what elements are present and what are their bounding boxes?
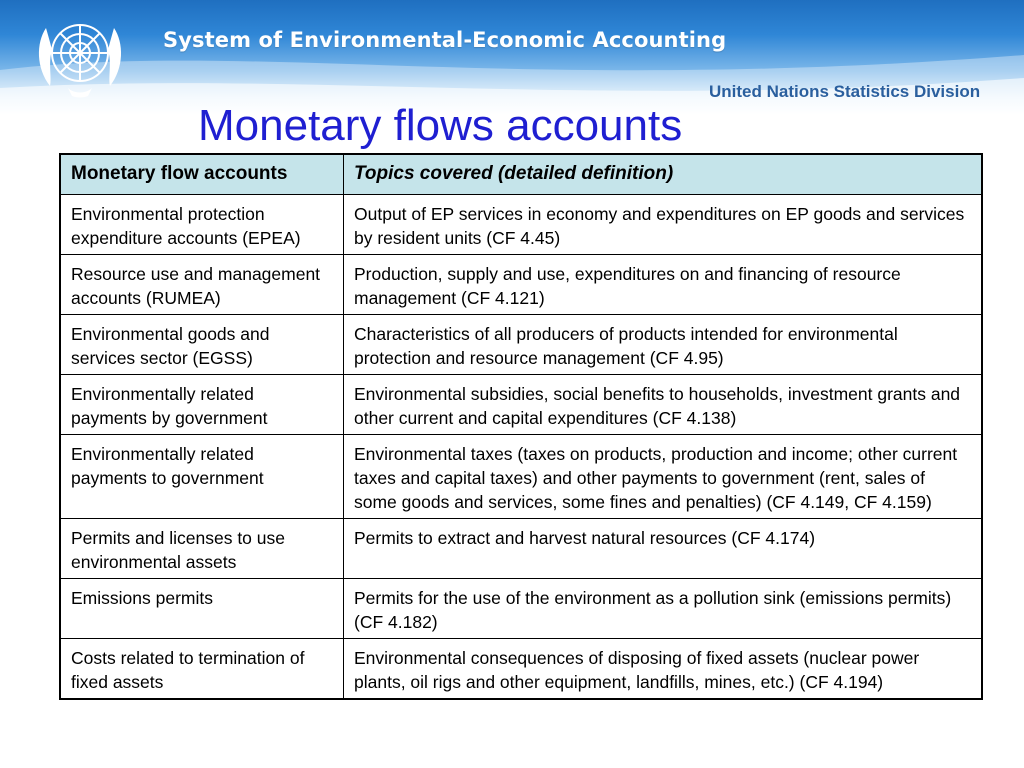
monetary-flows-table [59,153,983,700]
account-name-cell: Environmentally related payments to government [60,434,344,518]
table-header-row [60,154,982,194]
header-banner [0,0,1024,115]
topics-cell: Permits to extract and harvest natural resources (CF 4.174) [344,518,983,578]
account-name-cell: Permits and licenses to use environmental assets [60,518,344,578]
column-header-topics: Topics covered (detailed definition) [344,154,983,194]
column-header-accounts: Monetary flow accounts [60,154,344,194]
table-row [60,434,982,518]
table-row [60,254,982,314]
topics-cell: Characteristics of all producers of products intended for environmental protection and resource management (CF 4.95) [344,314,983,374]
topics-cell: Output of EP services in economy and expenditures on EP goods and services by resident units (CF 4.45) [344,194,983,254]
account-name-cell: Environmental goods and services sector (EGSS) [60,314,344,374]
table-row [60,518,982,578]
topics-cell: Environmental subsidies, social benefits to households, investment grants and other current and capital expenditures (CF 4.138) [344,374,983,434]
account-name-cell: Environmental protection expenditure accounts (EPEA) [60,194,344,254]
table-row [60,578,982,638]
division-name: United Nations Statistics Division [709,82,981,101]
table-row [60,638,982,699]
table-row [60,194,982,254]
table-row [60,314,982,374]
account-name-cell: Emissions permits [60,578,344,638]
account-name-cell: Costs related to termination of fixed assets [60,638,344,699]
slide-title: Monetary flows accounts [198,101,683,150]
table-row [60,374,982,434]
account-name-cell: Resource use and management accounts (RUMEA) [60,254,344,314]
topics-cell: Environmental consequences of disposing of fixed assets (nuclear power plants, oil rigs and other equipment, landfills, mines, etc.) (CF 4.194) [344,638,983,699]
topics-cell: Permits for the use of the environment as a pollution sink (emissions permits) (CF 4.182) [344,578,983,638]
organization-title: System of Environmental-Economic Accounting [163,28,727,52]
topics-cell: Environmental taxes (taxes on products, production and income; other current taxes and capital taxes) and other payments to government (rent, sales of some goods and services, some fines and penalties) (CF 4.149, CF 4.159) [344,434,983,518]
un-emblem-icon [28,8,132,102]
account-name-cell: Environmentally related payments by government [60,374,344,434]
topics-cell: Production, supply and use, expenditures on and financing of resource management (CF 4.121) [344,254,983,314]
